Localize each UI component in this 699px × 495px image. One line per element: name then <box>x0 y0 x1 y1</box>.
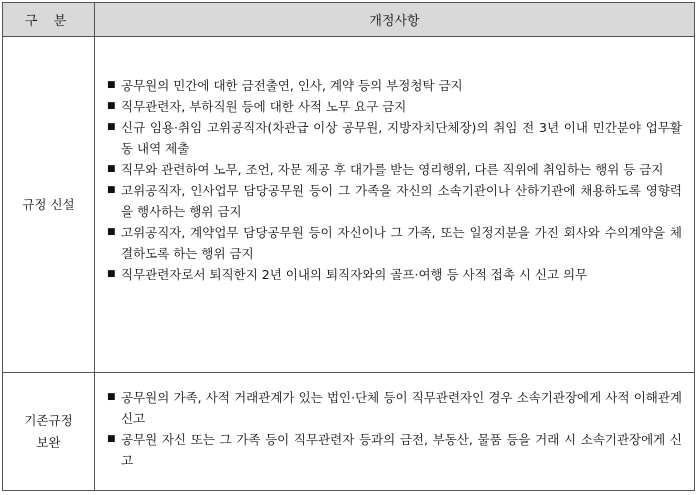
row-label <box>3 37 95 372</box>
bullet-icon: ■ <box>107 164 116 174</box>
bullet-icon: ■ <box>107 185 116 195</box>
row-label <box>3 373 95 490</box>
bullet-icon: ■ <box>107 80 116 90</box>
header-category: 구 분 <box>3 3 95 36</box>
item-list <box>105 387 682 471</box>
bullet-icon: ■ <box>107 392 116 402</box>
bullet-icon: ■ <box>107 269 116 279</box>
list-item: ■ 공무원의 가족, 사적 거래관계가 있는 법인·단체 등이 직무관련자인 경우 소속기관장에게 사적 이해관계 신고 <box>105 387 682 429</box>
bullet-icon: ■ <box>107 434 116 444</box>
table-row-new-rules <box>3 37 694 373</box>
table-row-existing-rules <box>3 373 694 490</box>
list-item: ■ 고위공직자, 인사업무 담당공무원 등이 그 가족을 자신의 소속기관이나 산하기관에 채용하도록 영향력을 행사하는 행위 금지 <box>105 180 682 222</box>
row-content <box>95 373 694 490</box>
list-item: ■ 고위공직자, 계약업무 담당공무원 등이 자신이나 그 가족, 또는 일정지분을 가진 회사와 수의계약을 체결하도록 하는 행위 금지 <box>105 222 682 264</box>
bullet-icon: ■ <box>107 227 116 237</box>
item-list <box>105 75 682 285</box>
header-amendments: 개정사항 <box>369 14 420 29</box>
list-item: ■ 직무관련자, 부하직원 등에 대한 사적 노무 요구 금지 <box>105 96 682 117</box>
list-item: ■ 공무원의 민간에 대한 금전출연, 인사, 계약 등의 부정청탁 금지 <box>105 75 682 96</box>
list-item: ■ 직무관련자로서 퇴직한지 2년 이내의 퇴직자와의 골프·여행 등 사적 접촉 시 신고 의무 <box>105 264 682 285</box>
row-content <box>95 37 694 372</box>
table-header <box>3 3 694 37</box>
row-label-line: 기존규정 <box>24 412 73 428</box>
list-item: ■ 공무원 자신 또는 그 가족 등이 직무관련자 등과의 금전, 부동산, 물품 등을 거래 시 소속기관장에게 신고 <box>105 429 682 471</box>
list-item: ■ 직무와 관련하여 노무, 조언, 자문 제공 후 대가를 받는 영리행위, 다른 직위에 취임하는 행위 등 금지 <box>105 159 682 180</box>
bullet-icon: ■ <box>107 122 116 132</box>
list-item: ■ 신규 임용·취임 고위공직자(차관급 이상 공무원, 지방자치단체장)의 취임 전 3년 이내 민간분야 업무활동 내역 제출 <box>105 117 682 159</box>
row-label-line: 규정 신설 <box>22 196 75 212</box>
amendment-table <box>2 2 695 491</box>
bullet-icon: ■ <box>107 101 116 111</box>
row-label-line: 보완 <box>36 434 61 450</box>
